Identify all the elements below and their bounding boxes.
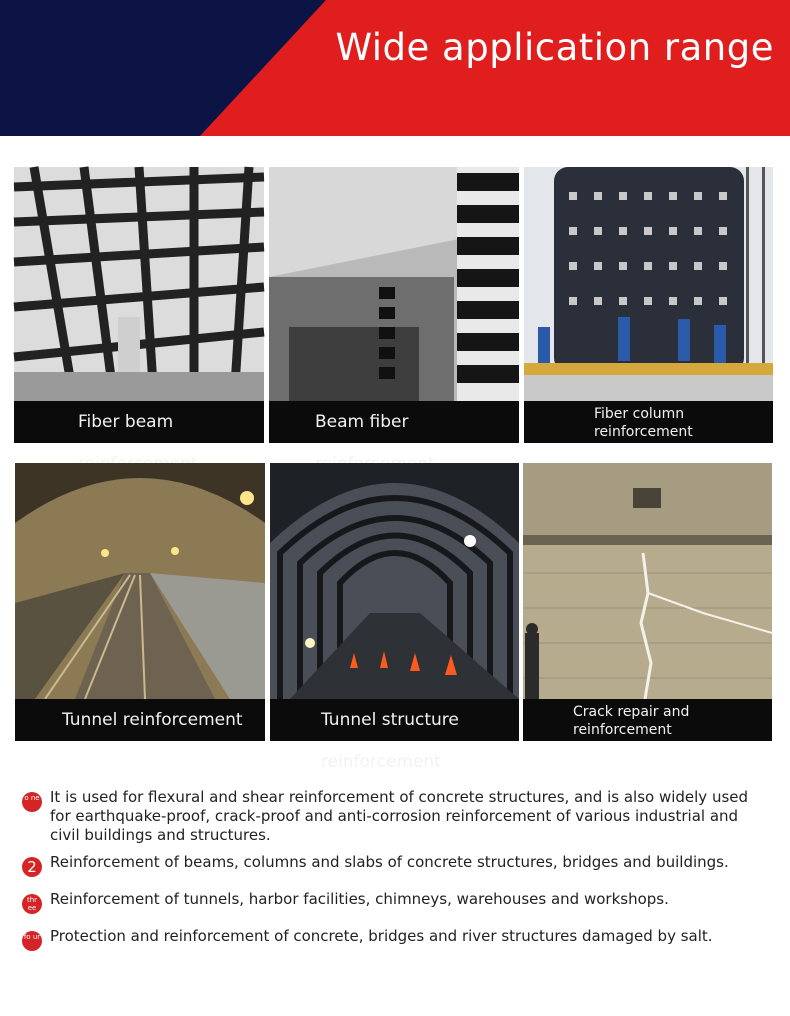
caption-line: Fiber beam bbox=[78, 412, 174, 432]
list-marker: o ne bbox=[22, 792, 42, 812]
tile-caption bbox=[269, 401, 519, 443]
list-marker: fo ur bbox=[22, 931, 42, 951]
list-item-text: Reinforcement of beams, columns and slabs of concrete structures, bridges and buildings. bbox=[50, 853, 729, 871]
tile-tunnel-structure bbox=[270, 463, 519, 772]
tile-fiber-column bbox=[524, 167, 773, 443]
tunnel-structure-photo bbox=[270, 463, 519, 699]
list-item-text: Protection and reinforcement of concrete, bridges and river structures damaged by salt. bbox=[50, 927, 713, 945]
caption-line: Fiber column bbox=[594, 406, 685, 422]
caption-line: Tunnel structure reinforcement bbox=[321, 710, 459, 772]
tile-caption bbox=[270, 699, 519, 772]
tile-caption bbox=[523, 699, 772, 741]
tile-crack-repair bbox=[523, 463, 772, 741]
list-item-text: Reinforcement of tunnels, harbor facilities, chimneys, warehouses and workshops. bbox=[50, 890, 669, 908]
beam-fiber-photo bbox=[269, 167, 519, 401]
tile-beam-fiber bbox=[269, 167, 519, 443]
caption-line: Beam fiber bbox=[315, 412, 409, 432]
fiber-beam-photo bbox=[14, 167, 264, 401]
caption-line: reinforcement bbox=[573, 722, 672, 738]
tile-caption bbox=[15, 699, 265, 741]
caption-line: reinforcement bbox=[594, 424, 693, 440]
caption-line: Crack repair and bbox=[573, 704, 690, 720]
list-item-text: It is used for flexural and shear reinforcement of concrete structures, and is also widely used for earthquake-proof, crack-proof and anti-corrosion reinforcement of various industrial and civil buildings and structures. bbox=[50, 788, 749, 844]
header-banner bbox=[0, 0, 790, 136]
tile-caption bbox=[524, 401, 773, 443]
list-marker: 2 bbox=[22, 857, 42, 877]
tile-tunnel bbox=[15, 463, 265, 741]
tile-fiber-beam bbox=[14, 167, 264, 443]
tile-caption bbox=[14, 401, 264, 443]
fiber-column-photo bbox=[524, 167, 773, 401]
list-marker: thr ee bbox=[22, 894, 42, 914]
page-title: Wide application range bbox=[335, 26, 774, 69]
crack-repair-photo bbox=[523, 463, 772, 699]
tunnel-photo bbox=[15, 463, 265, 699]
caption-line: Tunnel reinforcement bbox=[62, 710, 243, 730]
